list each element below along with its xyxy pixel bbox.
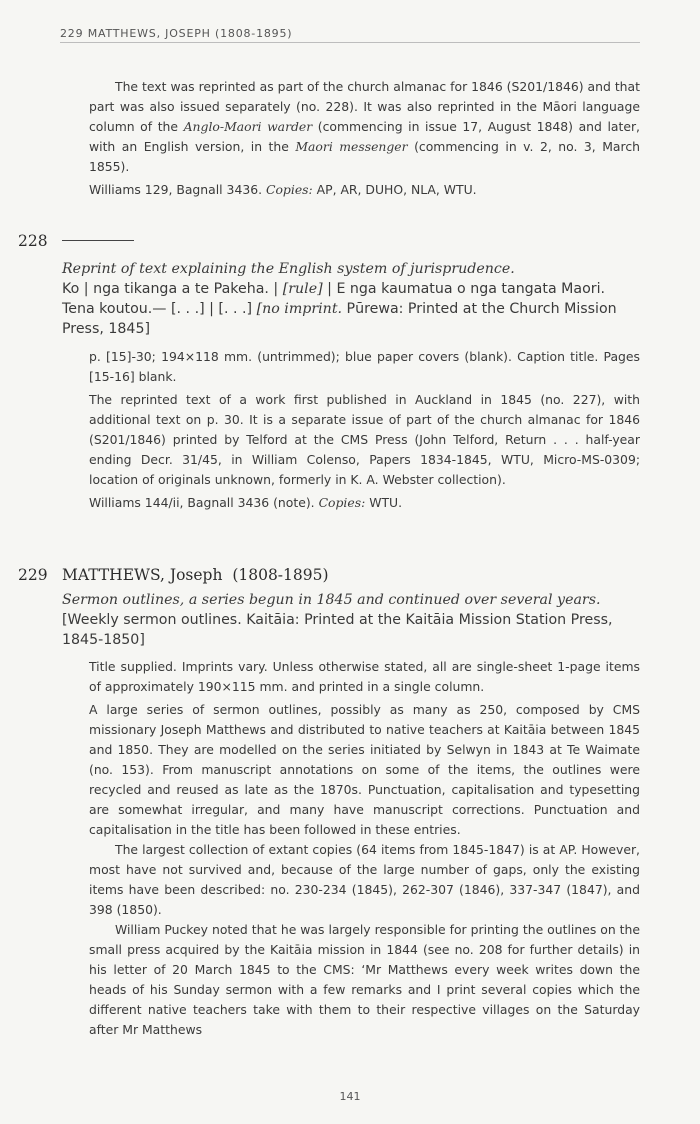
entry-228-description: [62, 259, 640, 339]
entry-228-transcription: Ko | nga tikanga a te Pakeha. | [rule] | E nga kaumatua o nga tangata Maori. Tena koutou.— [. . .] | [. . .] [no imprint. Pūrewa: Printed at the Church Mission Press, 1845]: [62, 281, 617, 337]
entry-number-229: 229: [18, 566, 48, 584]
entry-229-note-3: The largest collection of extant copies (64 items from 1845-1847) is at AP. However, most have not survived and, because of the large number of gaps, only the existing items have been described: no. 230-234 (1845), 262-307 (1846), 337-347 (1847), and 398 (1850).: [89, 842, 640, 917]
entry-228-references: Williams 144/ii, Bagnall 3436 (note). Copies: WTU.: [89, 495, 403, 510]
prev-entry-paragraph: The text was reprinted as part of the church almanac for 1846 (S201/1846) and that part was also issued separately (no. 228). It was also reprinted in the Māori language column of the Anglo-Maori warder (commencing in issue 17, August 1848) and later, with an English version, in the Maori messenger (commencing in v. 2, no. 3, March 1855).: [89, 79, 640, 174]
author-dates: (1808-1895): [232, 566, 329, 584]
entry-229-imprint: [Weekly sermon outlines. Kaitāia: Printed at the Kaitāia Mission Station Press, 1845-1850]: [62, 612, 613, 648]
entry-229-title: Sermon outlines, a series begun in 1845 and continued over several years.: [62, 592, 601, 608]
entry-229-heading: [62, 566, 329, 584]
entry-228-physical: p. [15]-30; 194×118 mm. (untrimmed); blue paper covers (blank). Caption title. Pages [15-16] blank.: [89, 349, 640, 384]
entry-number-228: 228: [18, 232, 48, 250]
page-number: 141: [339, 1090, 361, 1103]
entry-228-notes: [89, 347, 640, 513]
entry-229-description: [62, 590, 640, 650]
entry-228-note: The reprinted text of a work first published in Auckland in 1845 (no. 227), with additional text on p. 30. It is a separate issue of part of the church almanac for 1846 (S201/1846) printed by Telford at the CMS Press (John Telford, Return . . . half-year ending Decr. 31/45, in William Colenso, Papers 1834-1845, WTU, Micro-MS-0309; location of originals unknown, formerly in K. A. Webster collection).: [89, 392, 640, 487]
entry-229-notes: [89, 657, 640, 1040]
running-head: 229 MATTHEWS, JOSEPH (1808-1895): [60, 27, 640, 43]
entry-229-note-1: Title supplied. Imprints vary. Unless otherwise stated, all are single-sheet 1-page items of approximately 190×115 mm. and printed in a single column.: [89, 659, 640, 694]
entry-228-dash: [62, 232, 134, 250]
prev-entry-references: Williams 129, Bagnall 3436. Copies: AP, AR, DUHO, NLA, WTU.: [89, 182, 477, 197]
prev-entry-notes: [89, 77, 640, 200]
author-name: MATTHEWS, Joseph: [62, 566, 223, 584]
entry-229-note-2: A large series of sermon outlines, possibly as many as 250, composed by CMS missionary Joseph Matthews and distributed to native teachers at Kaitāia between 1845 and 1850. They are modelled on the series initiated by Selwyn in 1843 at Te Waimate (no. 153). From manuscript annotations on some of the items, the outlines were recycled and reused as late as the 1870s. Punctuation, capitalisation and typesetting are somewhat irregular, and many have manuscript corrections. Punctuation and capitalisation in the title has been followed in these entries.: [89, 702, 640, 837]
entry-229-note-4: William Puckey noted that he was largely responsible for printing the outlines on the small press acquired by the Kaitāia mission in 1844 (see no. 208 for further details) in his letter of 20 March 1845 to the CMS: ‘Mr Matthews every week writes down the heads of his Sunday sermon with a few remarks and I print several copies which the different native teachers take with them to their respective villages on the Saturday after Mr Matthews: [89, 922, 640, 1037]
entry-228-title: Reprint of text explaining the English system of jurisprudence.: [62, 261, 515, 277]
